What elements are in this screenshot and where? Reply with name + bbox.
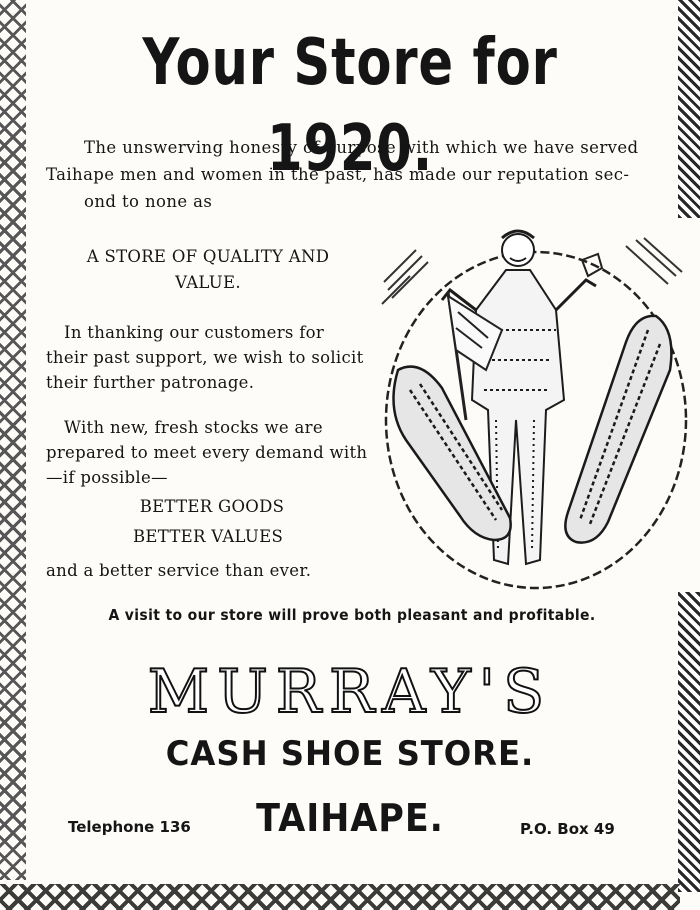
thanks-line: their past support, we wish to solicit	[46, 348, 364, 367]
sketch-strokes-right	[626, 238, 682, 284]
telephone-number: Telephone 136	[68, 818, 191, 836]
decorative-border-right-bottom	[678, 592, 700, 892]
intro-line: ond to none as	[84, 192, 213, 211]
thanks-line: their further patronage.	[46, 373, 255, 392]
thanks-paragraph	[46, 320, 370, 395]
better-goods: BETTER GOODS	[139, 497, 285, 516]
intro-line: The unswerving honesty of purpose with which we have served	[84, 138, 639, 157]
stocks-paragraph	[46, 415, 370, 490]
ad-headline: Your Store for 1920.	[142, 26, 558, 186]
thanks-line: In thanking our customers for	[64, 323, 325, 342]
better-values: BETTER VALUES	[132, 527, 284, 546]
stocks-line: With new, fresh stocks we are	[64, 418, 323, 437]
decorative-border-bottom	[0, 884, 680, 910]
decorative-border-right-top	[678, 0, 700, 218]
body-column	[46, 244, 370, 584]
quality-line: VALUE.	[175, 273, 241, 292]
visit-line: A visit to our store will prove both pleasant and profitable.	[108, 606, 596, 624]
quality-heading	[46, 244, 370, 296]
sketch-strokes-left	[382, 250, 428, 304]
decorative-border-left	[0, 0, 26, 880]
intro-paragraph	[46, 134, 658, 215]
store-name: MURRAY'S	[147, 657, 553, 727]
po-box: P.O. Box 49	[520, 820, 615, 838]
intro-line: Taihape men and women in the past, has made our reputation sec-	[46, 165, 630, 184]
store-type: CASH SHOE STORE.	[165, 734, 535, 774]
quality-line: A STORE OF QUALITY AND	[86, 247, 330, 266]
shoe-man-illustration	[376, 220, 694, 598]
town-name: TAIHAPE.	[256, 796, 444, 840]
right-shoe	[565, 316, 671, 543]
stocks-line: —if possible—	[46, 468, 168, 487]
stocks-line: prepared to meet every demand with	[46, 443, 368, 462]
footer-row	[40, 796, 660, 856]
closing-line: and a better service than ever.	[46, 561, 312, 580]
